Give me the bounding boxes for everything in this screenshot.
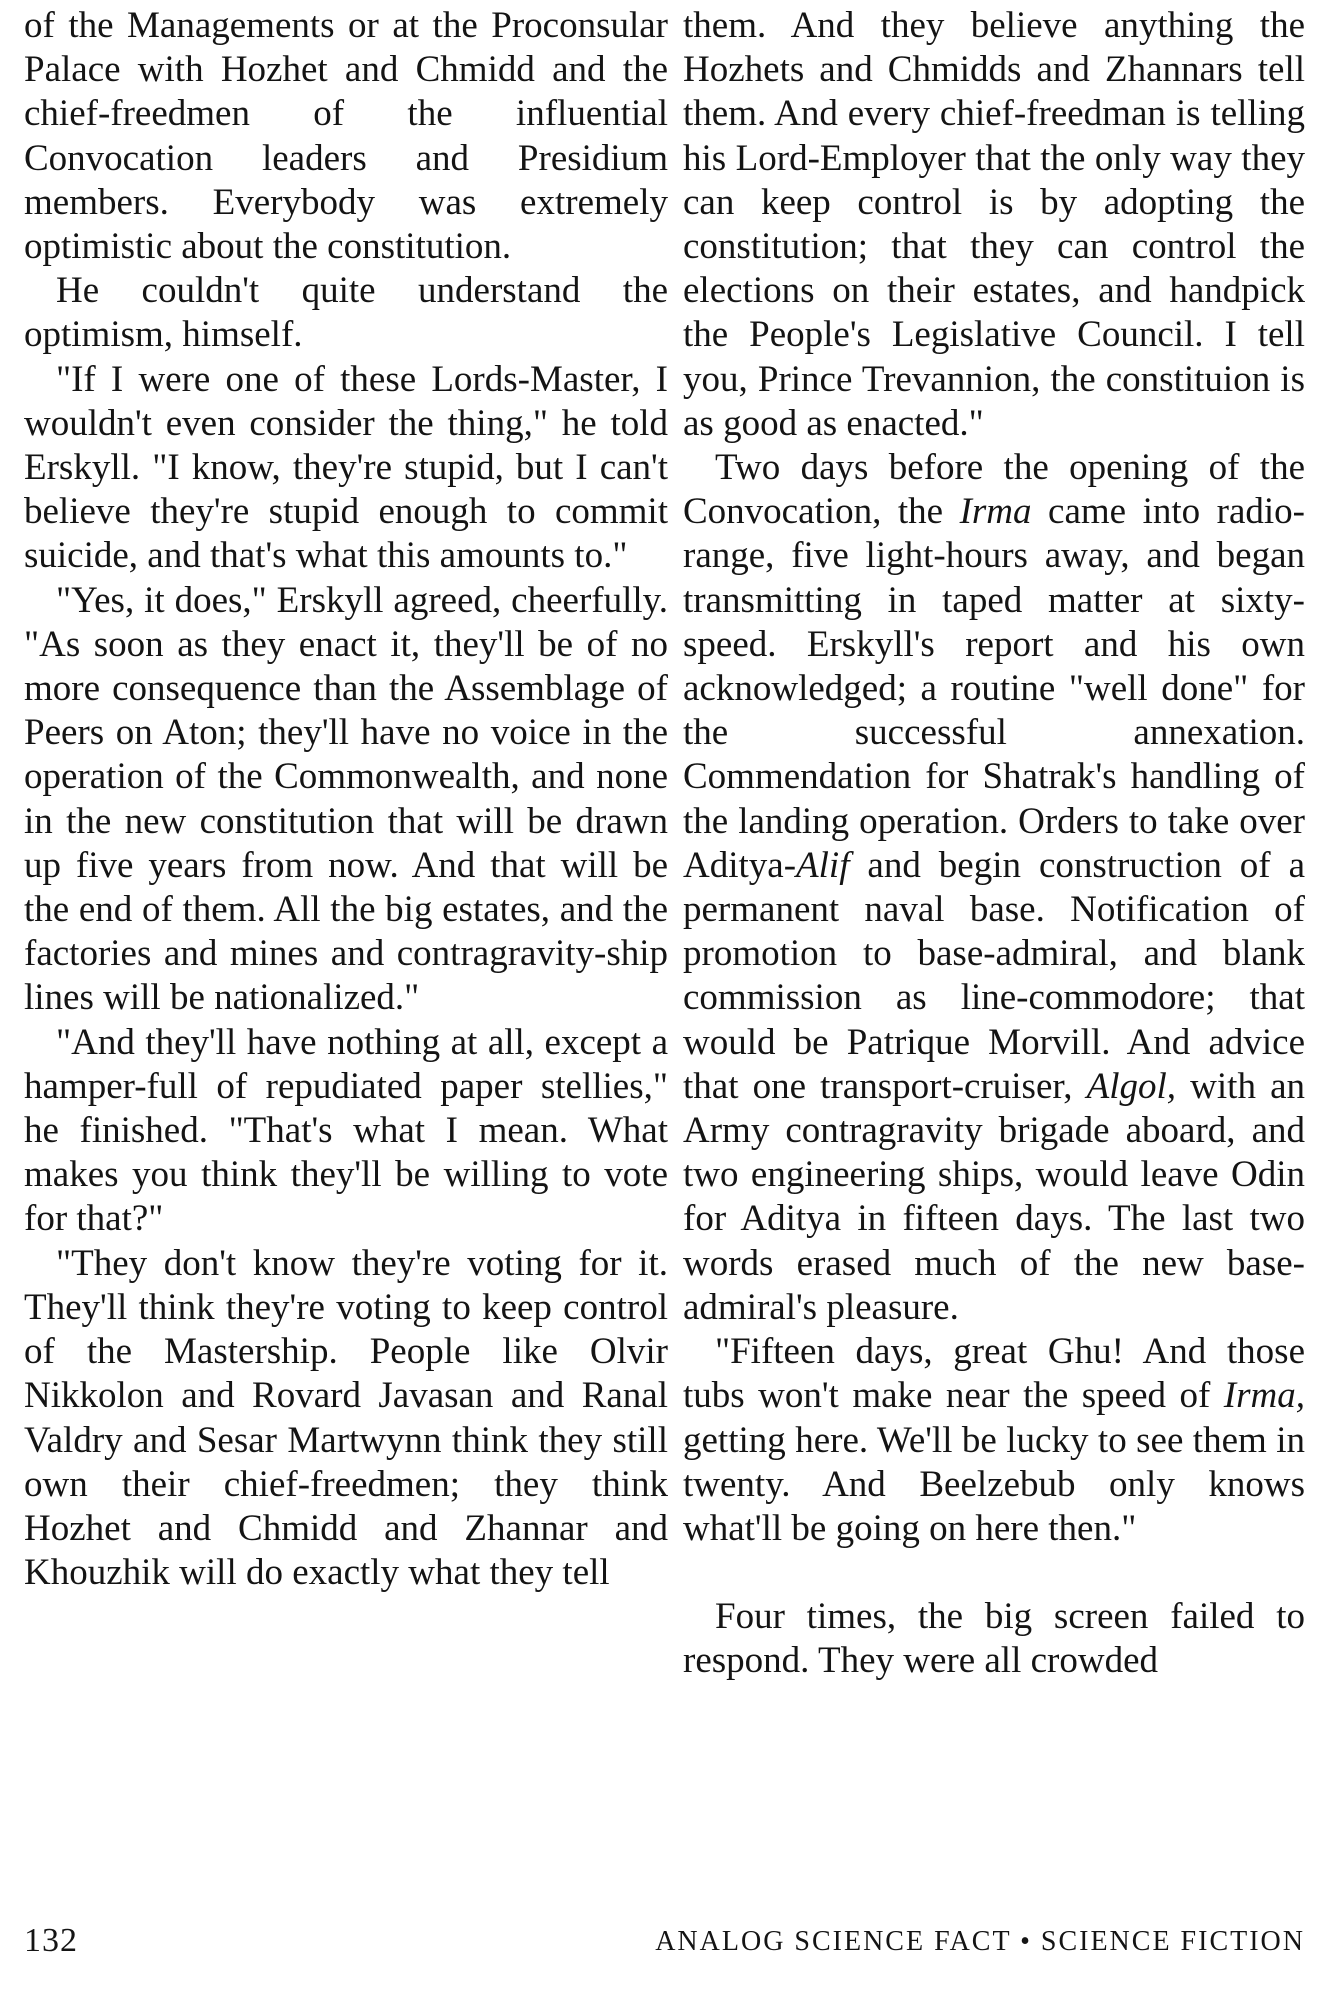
text-run: with an Army contragravity brigade aboard, and two engineering ships, would leave Odin for Aditya in fifteen days. The last two words erased much of the new base-admiral's pleasure.	[683, 1065, 1306, 1328]
text-run: Two days before the opening of the Convocation, the	[683, 447, 1305, 533]
paragraph	[683, 1330, 1305, 1551]
paragraph: "And they'll have nothing at all, except a hamper-full of repudiated paper stellies," he finished. "That's what I mean. What makes you think they'll be willing to vote for that?"	[24, 1021, 668, 1240]
right-column	[683, 4, 1305, 1684]
paragraph: them. And they believe anything the Hozhets and Chmidds and Zhannars tell them. And every chief-freedman is telling his Lord-Employer that the only way they can keep control is by adopting the constitution; that they can control the elections on their estates, and handpick the People's Legislative Council. I tell you, Prince Trevannion, the constituion is as good as enacted."	[683, 5, 1305, 444]
text-run: "Fifteen days, great Ghu! And those tubs won't make near the speed of	[683, 1331, 1305, 1417]
left-column	[24, 4, 668, 1595]
page-number: 132	[24, 1922, 78, 1959]
ship-name: Irma,	[1223, 1375, 1305, 1417]
paragraph: "Yes, it does," Erskyll agreed, cheerfully. "As soon as they enact it, they'll be of no more consequence than the Assemblage of Peers on Aton; they'll have no voice in the operation of the Commonwealth, and none in the new constitution that will be drawn up five years from now. And that will be the end of them. All the big estates, and the factories and mines and contragravity-ship lines will be nationalized."	[24, 579, 668, 1019]
paragraph: "If I were one of these Lords-Master, I wouldn't even consider the thing," he told Erskyll. "I know, they're stupid, but I can't believe they're stupid enough to commit suicide, and that's what this amounts to."	[24, 358, 668, 577]
paragraph: "They don't know they're voting for it. They'll think they're voting to keep control of the Mastership. People like Olvir Nikkolon and Rovard Javasan and Ranal Valdry and Sesar Martwynn think they still own their chief-freedmen; they think Hozhet and Chmidd and Zhannar and Khouzhik will do exactly what they tell	[24, 1242, 668, 1594]
text-run: and begin construction of a permanent naval base. Notification of promotion to base-admiral, and blank commission as line-commodore; that would be Patrique Morvill. And advice that one transport-cruiser,	[683, 844, 1305, 1107]
ship-name: Irma	[959, 491, 1032, 533]
ship-name: Algol,	[1086, 1065, 1177, 1107]
page-footer	[24, 1922, 1305, 1962]
place-name: Alif	[796, 844, 850, 886]
paragraph: of the Managements or at the Proconsular Palace with Hozhet and Chmidd and the chief-freedmen of the influential Convocation leaders and Presidium members. Everybody was extremely optimistic about the constitution.	[24, 5, 668, 268]
paragraph: Four times, the big screen failed to respond. They were all crowded	[683, 1596, 1305, 1682]
running-head: ANALOG SCIENCE FACT • SCIENCE FICTION	[655, 1926, 1305, 1957]
paragraph: He couldn't quite understand the optimism, himself.	[24, 270, 668, 356]
text-run: came into radio-range, five light-hours away, and began transmitting in taped matter at sixty-speed. Erskyll's report and his own acknowledged; a routine "well done" for the successful annexation. Commendation for Shatrak's handling of the landing operation. Orders to take over Aditya-	[683, 491, 1305, 886]
text-run: getting here. We'll be lucky to see them in twenty. And Beelzebub only knows what'll be going on here then."	[683, 1419, 1305, 1549]
paragraph	[683, 446, 1305, 1330]
